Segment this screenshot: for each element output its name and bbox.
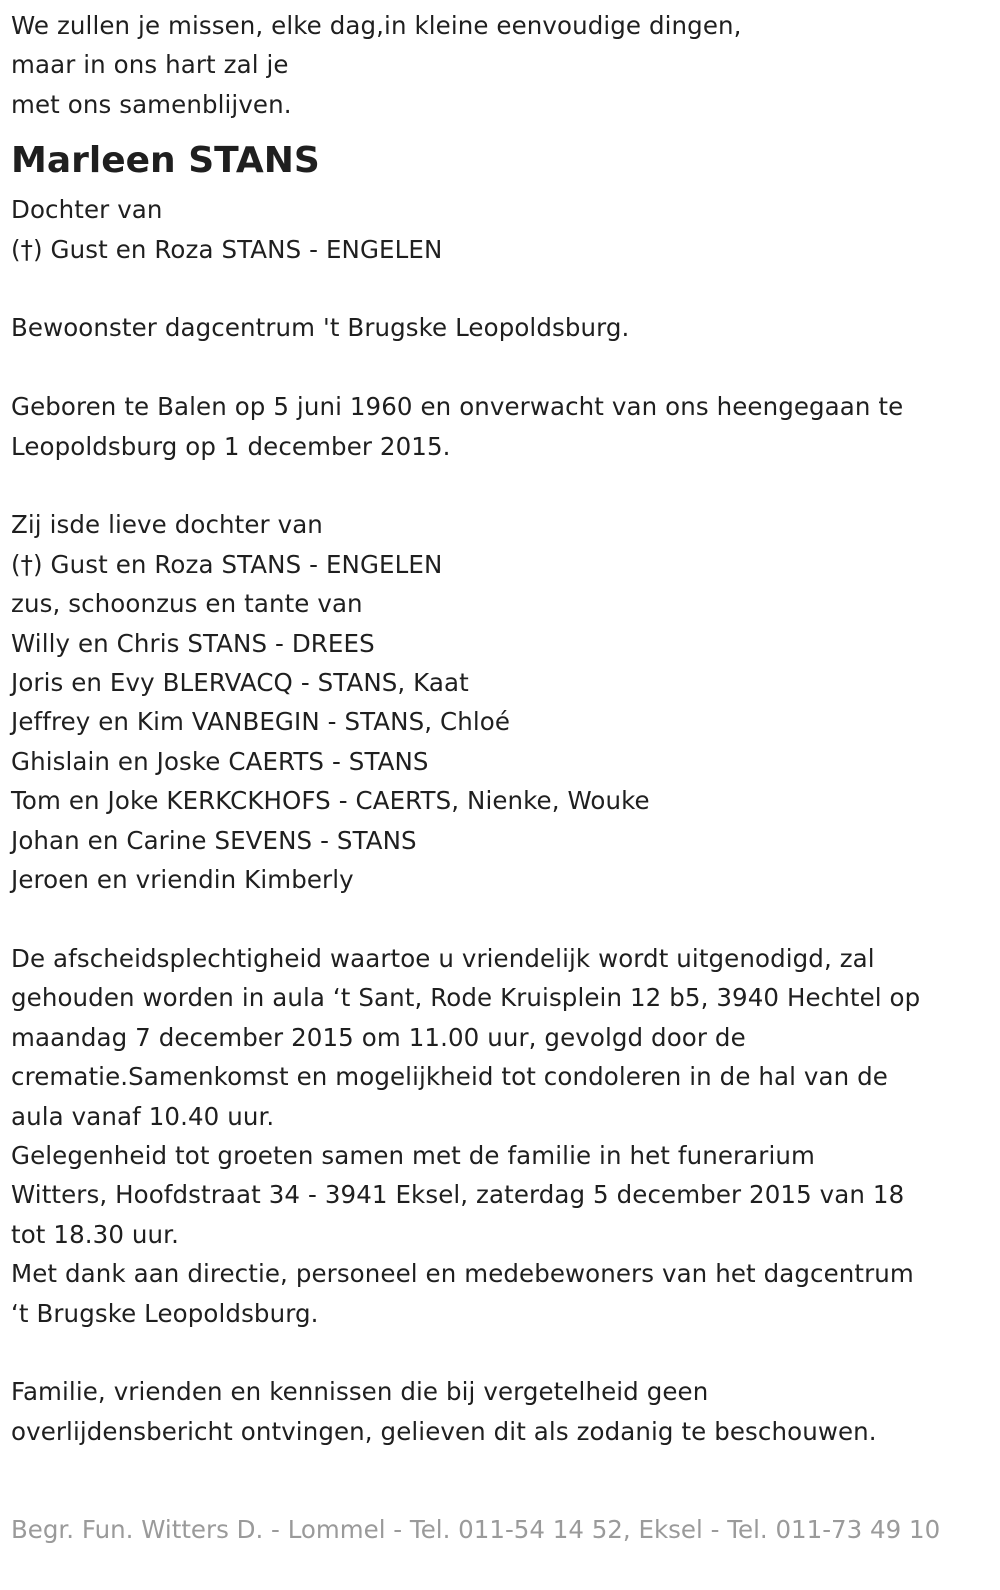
family-line: Joris en Evy BLERVACQ - STANS, Kaat [11, 668, 469, 698]
ceremony-line: maandag 7 december 2015 om 11.00 uur, gevolgd door de [11, 1022, 746, 1052]
family-line: Zij isde lieve dochter van [11, 510, 323, 540]
family-line: Jeroen en vriendin Kimberly [11, 865, 354, 895]
funeral-home-footer: Begr. Fun. Witters D. - Lommel - Tel. 011-54 14 52, Eksel - Tel. 011-73 49 10 [11, 1515, 941, 1544]
closing-line: overlijdensbericht ontvingen, gelieven dit als zodanig te beschouwen. [11, 1416, 877, 1446]
parents-intro-line: Dochter van [11, 195, 163, 225]
birth-death-text [11, 387, 989, 466]
ceremony-line: ‘t Brugske Leopoldsburg. [11, 1298, 319, 1328]
residence-text: Bewoonster dagcentrum 't Brugske Leopoldsburg. [11, 313, 630, 343]
family-line: Jeffrey en Kim VANBEGIN - STANS, Chloé [11, 707, 511, 737]
ceremony-line: De afscheidsplechtigheid waartoe u vriendelijk wordt uitgenodigd, zal [11, 943, 875, 973]
closing-text [11, 1372, 989, 1451]
deceased-name: Marleen STANS [11, 140, 320, 182]
ceremony-line: aula vanaf 10.40 uur. [11, 1101, 275, 1131]
spacer [11, 1333, 989, 1372]
ceremony-line: Witters, Hoofdstraat 34 - 3941 Eksel, zaterdag 5 december 2015 van 18 [11, 1180, 905, 1210]
parents-intro-line: (†) Gust en Roza STANS - ENGELEN [11, 234, 443, 264]
ceremony-line: Met dank aan directie, personeel en medebewoners van het dagcentrum [11, 1259, 914, 1289]
verse-line: maar in ons hart zal je [11, 50, 289, 80]
family-list [11, 505, 989, 899]
birth-death-line: Leopoldsburg op 1 december 2015. [11, 431, 451, 461]
parents-intro [11, 190, 989, 269]
spacer [11, 348, 989, 387]
verse-line: met ons samenblijven. [11, 89, 292, 119]
spacer [11, 466, 989, 505]
ceremony-line: Gelegenheid tot groeten samen met de familie in het funerarium [11, 1140, 815, 1170]
family-line: Tom en Joke KERKCKHOFS - CAERTS, Nienke, Wouke [11, 786, 650, 816]
verse-line: We zullen je missen, elke dag,in kleine eenvoudige dingen, [11, 11, 742, 40]
ceremony-line: tot 18.30 uur. [11, 1219, 179, 1249]
spacer [11, 899, 989, 938]
ceremony-line: gehouden worden in aula ‘t Sant, Rode Kruisplein 12 b5, 3940 Hechtel op [11, 983, 921, 1013]
family-line: Willy en Chris STANS - DREES [11, 628, 375, 658]
ceremony-line: crematie.Samenkomst en mogelijkheid tot condoleren in de hal van de [11, 1062, 888, 1092]
closing-line: Familie, vrienden en kennissen die bij vergetelheid geen [11, 1377, 709, 1407]
family-line: zus, schoonzus en tante van [11, 589, 363, 619]
spacer [11, 269, 989, 308]
family-line: (†) Gust en Roza STANS - ENGELEN [11, 549, 443, 579]
family-line: Ghislain en Joske CAERTS - STANS [11, 746, 429, 776]
family-line: Johan en Carine SEVENS - STANS [11, 825, 417, 855]
verse [11, 6, 989, 124]
birth-death-line: Geboren te Balen op 5 juni 1960 en onverwacht van ons heengegaan te [11, 392, 904, 422]
ceremony-text [11, 939, 989, 1333]
